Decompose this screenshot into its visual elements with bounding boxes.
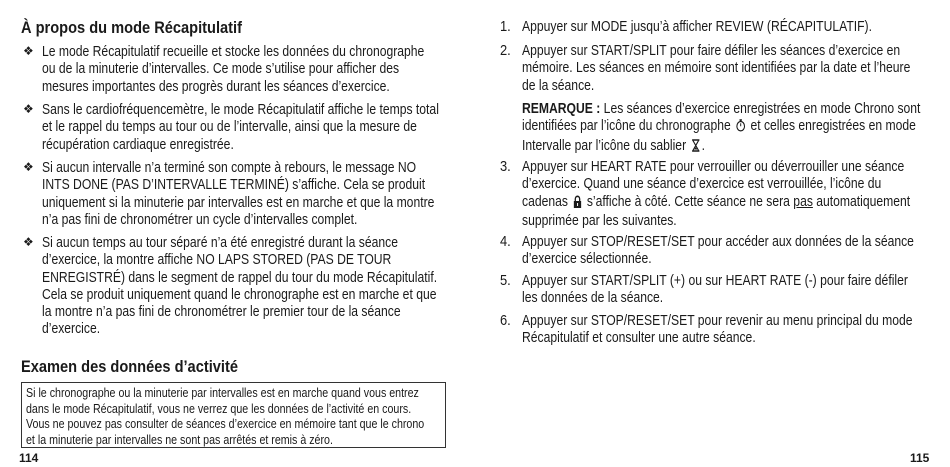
step-text: Appuyer sur START/SPLIT pour faire défiler les séances d’exercice en mémoire. Les séances en mémoire sont identifiées par la date et l’heure de la séance. [522,42,911,94]
note-text: Si le chronographe ou la minuterie par intervalles est en marche quand vous entrez dans le mode Récapitulatif, vous ne verrez que les données de l’activité en cours. Vous ne pouvez pas consulter de séances d’exercice en mémoire tant que le chrono et la minuterie par intervalles ne sont pas arrêtés et remis à zéro. [26,385,425,447]
page-number-right: 115 [910,451,930,465]
padlock-icon [573,195,582,212]
bullet-text: Sans le cardiofréquencemètre, le mode Récapitulatif affiche le temps total et le rappel du temps au tour ou de l’intervalle, ainsi que la mesure de récupération cardiaque enregistrée. [42,101,439,153]
remark-label: REMARQUE : [522,100,601,117]
diamond-bullet-icon: ❖ [23,44,34,58]
remark-text-a: Les séances d’exercice enregistrées en mode Chrono sont identifiées par l’icône du chronographe [522,100,921,135]
hourglass-icon [691,139,700,156]
step-text-c: automatiquement supprimée par les suivantes. [522,192,911,229]
step-number: 3. [500,158,511,175]
section-heading-activity-data: Examen des données d’activité [21,357,238,376]
stopwatch-icon [736,119,746,136]
diamond-bullet-icon: ❖ [23,102,34,116]
step-text: Appuyer sur STOP/RESET/SET pour revenir au menu principal du mode Récapitulatif et consulter une autre séance. [522,312,913,347]
step-text-underlined: pas [793,192,813,210]
step-number: 5. [500,272,511,289]
bullet-text: Si aucun temps au tour séparé n’a été enregistré durant la séance d’exercice, la montre affiche NO LAPS STORED (PAS DE TOUR ENREGISTRÉ) dans le segment de rappel du tour du mode Récapitulatif. Cela se produit uniquement quand le chronographe est en marche et que la montre n’a pas fini de chronométrer le premier tour de la séance d’exercice. [42,234,438,338]
step-text: Appuyer sur START/SPLIT (+) ou sur HEART RATE (-) pour faire défiler les données de la séance. [522,272,908,307]
diamond-bullet-icon: ❖ [23,160,34,174]
section-heading-about-review: À propos du mode Récapitulatif [21,18,242,37]
diamond-bullet-icon: ❖ [23,235,34,249]
bullet-text: Le mode Récapitulatif recueille et stocke les données du chronographe ou de la minuterie d’intervalles. Ce mode s’utilise pour afficher des mesures importantes des progrès durant les séances d’exercice. [42,43,425,95]
note-box [21,382,446,448]
step-number: 1. [500,18,511,35]
step-number: 6. [500,312,511,329]
step-text-a: Appuyer sur HEART RATE pour verrouiller ou déverrouiller une séance d’exercice. Quand une séance d’exercice est verrouillée, l’icône du cadenas [522,158,905,210]
step-text [522,158,923,229]
remark-note [522,100,923,156]
step-text: Appuyer sur STOP/RESET/SET pour accéder aux données de la séance d’exercice sélectionnée. [522,233,914,268]
page-number-left: 114 [19,451,39,465]
step-text: Appuyer sur MODE jusqu’à afficher REVIEW (RÉCAPITULATIF). [522,18,872,35]
step-number: 2. [500,42,511,59]
step-number: 4. [500,233,511,250]
bullet-text: Si aucun intervalle n’a terminé son compte à rebours, le message NO INTS DONE (PAS D’INTERVALLE TERMINÉ) s’affiche. Cela se produit uniquement si la minuterie par intervalles est en marche et que la montre n’a pas fini de chronométrer un cycle d’intervalles complet. [42,159,435,228]
remark-text-b: et celles enregistrées en mode Intervalle par l’icône du sablier [522,117,916,154]
remark-text-c: . [701,136,706,154]
step-text-b: s’affiche à côté. Cette séance ne sera [586,192,790,210]
